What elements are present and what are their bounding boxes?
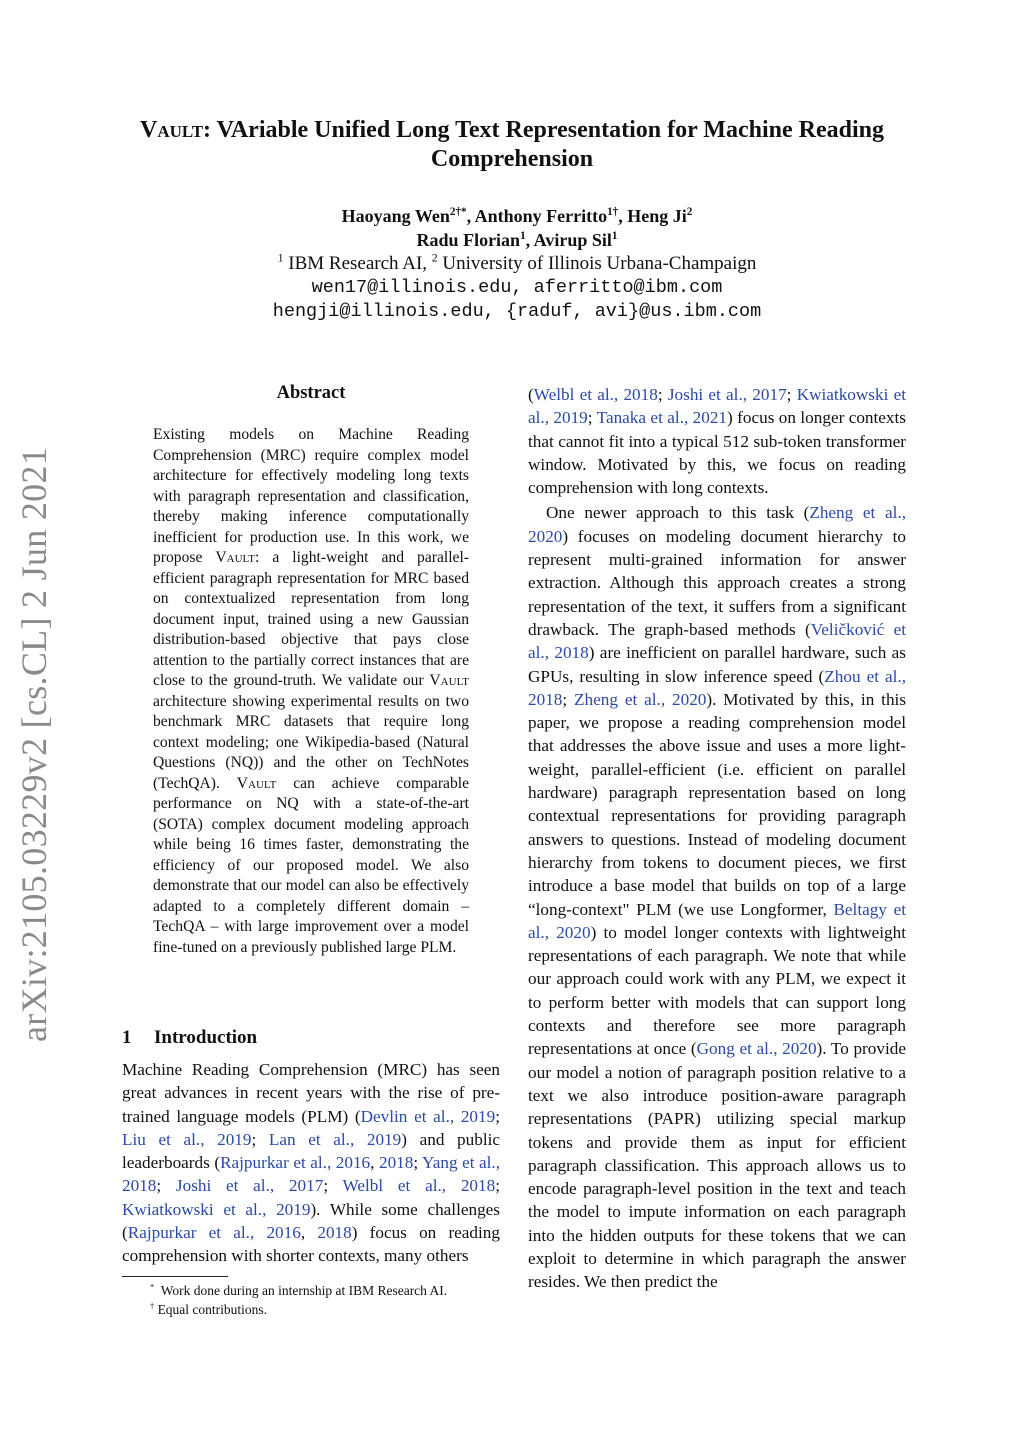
paragraph: (Welbl et al., 2018; Joshi et al., 2017; Kwiatkowski et al., 2019; Tanaka et al., 2021) focus on longer contexts that cannot fit into a typical 512 sub-token transformer window. Motivated by this, we focus on reading comprehension with long contexts.	[528, 385, 906, 498]
citation-link[interactable]: Joshi et al., 2017	[667, 385, 787, 404]
footnote-1: * Work done during an internship at IBM Research AI.	[150, 1282, 448, 1298]
affiliations: $^1$ IBM Research AI, $^2$ University of Illinois Urbana-Champaign	[277, 251, 757, 274]
citation-link[interactable]: Gong et al., 2020	[696, 1039, 817, 1059]
citation-link[interactable]: Kwiatkowski et al., 2019	[528, 385, 906, 428]
footnote-divider	[122, 1276, 228, 1277]
citation-link[interactable]: Zheng et al., 2020	[528, 503, 907, 546]
citation-link[interactable]: Kwiatkowski et al., 2019	[122, 1199, 311, 1219]
citation-link[interactable]: Zhou et al., 2018	[528, 666, 907, 709]
email-line-1: wen17@illinois.edu, aferritto@ibm.com	[311, 277, 723, 298]
citation-link[interactable]: Devlin et al., 2019	[360, 1106, 496, 1126]
right-column-text	[528, 383, 906, 1294]
email-line-2: hengji@illinois.edu, {raduf, avi}@us.ibm.com	[272, 301, 762, 322]
citation-link[interactable]: Rajpurkar et al., 2016	[220, 1153, 371, 1173]
footnote-2: † Equal contributions.	[150, 1301, 268, 1317]
citation-link[interactable]: Lan et al., 2019	[268, 1129, 402, 1149]
vault-name: Vault	[140, 117, 204, 143]
paper-title: Vault: VAriable Unified Long Text Representation for Machine Reading Comprehension	[140, 117, 884, 172]
citation-link[interactable]: Tanaka et al., 2021	[596, 408, 728, 428]
citation-link[interactable]: Veličković et al., 2018	[528, 619, 907, 663]
citation-link[interactable]: Yang et al., 2018	[122, 1153, 500, 1196]
author-line-1: Haoyang Wen$^{2\dagger*}$, Anthony Ferritto$^{1\dagger}$, Heng Ji$^2$	[341, 206, 693, 226]
citation-link[interactable]: Zheng et al., 2020	[574, 689, 707, 709]
abstract-text: Existing models on Machine Reading Comprehension (MRC) require complex model architecture for effectively modeling long texts with paragraph representation and classification, thereby making inference computationally inefficient for production use. In this work, we propose Vault: a light-weight and parallel-efficient paragraph representation for MRC based on contextualized representation from long document input, trained using a new Gaussian distribution-based objective that pays close attention to the partially correct instances that are close to the ground-truth. We validate our Vault architecture showing experimental results on two benchmark MRC datasets that require long context modeling; one Wikipedia-based (Natural Questions (NQ)) and the other on TechNotes (TechQA). Vault can achieve comparable performance on NQ with a state-of-the-art (SOTA) complex document modeling approach while being 16 times faster, demonstrating the efficiency of our proposed model. We also demonstrate that our model can also be effectively adapted to a completely different domain – TechQA – with large improvement over a model fine-tuned on a previously published large PLM.	[153, 426, 470, 956]
citation-link[interactable]: Rajpurkar et al., 2016	[127, 1223, 301, 1243]
citation-link[interactable]: Welbl et al., 2018	[342, 1176, 496, 1196]
citation-link[interactable]: Liu et al., 2019	[122, 1129, 252, 1149]
citation-link[interactable]: Joshi et al., 2017	[175, 1176, 324, 1196]
arxiv-identifier: arXiv:2105.03229v2 [cs.CL] 2 Jun 2021	[14, 446, 54, 1042]
citation-link[interactable]: 2018	[378, 1153, 414, 1173]
citation-link[interactable]: Welbl et al., 2018	[533, 385, 658, 404]
citation-link[interactable]: Beltagy et al., 2020	[528, 899, 906, 942]
abstract-heading: Abstract	[276, 383, 346, 403]
author-line-2: Radu Florian$^1$, Avirup Sil$^1$	[416, 230, 618, 250]
introduction-text: Machine Reading Comprehension (MRC) has seen great advances in recent years with the rise of pre-trained language models (PLM) (Devlin et al., 2019; Liu et al., 2019; Lan et al., 2019) and public leaderboards (Rajpurkar et al., 2016, 2018; Yang et al., 2018; Joshi et al., 2017; Welbl et al., 2018; Kwiatkowski et al., 2019). While some challenges (Rajpurkar et al., 2016, 2018) focus on reading comprehension with shorter contexts, many others	[122, 1060, 500, 1266]
section-heading-introduction: 1 Introduction	[122, 1027, 258, 1048]
footnotes	[150, 1281, 447, 1319]
citation-link[interactable]: 2018	[317, 1223, 352, 1243]
paragraph: One newer approach to this task (Zheng et al., 2020) focuses on modeling document hierarchy to represent multi-grained information for answer extraction. Although this approach creates a strong representation of the text, it suffers from a significant drawback. The graph-based methods (Veličković et al., 2018) are inefficient on parallel hardware, such as GPUs, resulting in slow inference speed (Zhou et al., 2018; Zheng et al., 2020). Motivated by this, in this paper, we propose a reading comprehension model that addresses the above issue and uses a more light-weight, parallel-efficient (i.e. efficient on parallel hardware) paragraph representation based on long contextual representations for providing paragraph answers to questions. Instead of modeling document hierarchy from tokens to document pieces, we first introduce a base model that builds on top of a large “long-context" PLM (we use Longformer, Beltagy et al., 2020) to model longer contexts with lightweight representations of each paragraph. We note that while our approach could work with any PLM, we expect it to perform better with models that can support long contexts and therefore see more paragraph representations at once (Gong et al., 2020). To provide our model a notion of paragraph position relative to a text we also introduce position-aware paragraph representations (PAPR) utilizing special markup tokens and provide them as input for efficient paragraph classification. This approach allows us to encode paragraph-level position in the text and teach the model to impute information on each paragraph into the hidden outputs for these tokens that we can exploit to determine in which paragraph the answer resides. We then predict the	[528, 503, 907, 1292]
author-block	[100, 204, 934, 324]
